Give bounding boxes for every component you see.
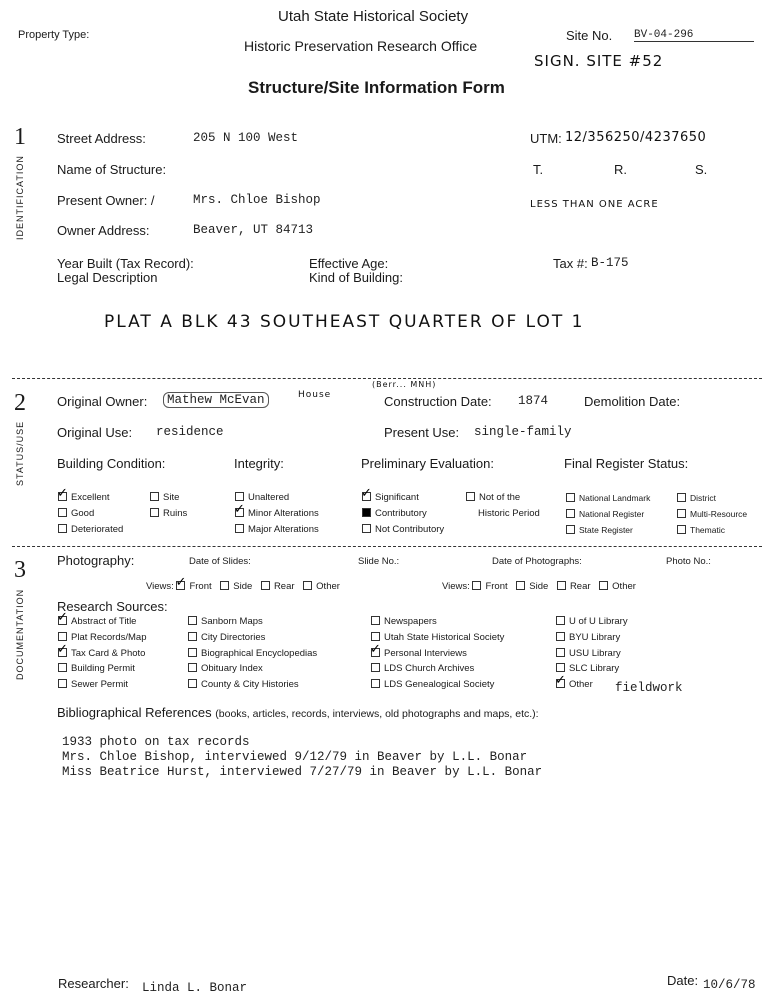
checkbox[interactable]: [188, 679, 197, 688]
checkbox[interactable]: [362, 508, 371, 517]
prelim-not-contributory[interactable]: Not Contributory: [362, 524, 444, 535]
demolition-date-label: Demolition Date:: [584, 394, 681, 409]
section3-label: DOCUMENTATION: [15, 588, 25, 680]
checkbox[interactable]: [556, 663, 565, 672]
research-sources-label: Research Sources:: [57, 599, 168, 614]
views-right: Views: Front Side Rear Other: [442, 581, 636, 592]
checkbox[interactable]: [235, 492, 244, 501]
views-label: Views:: [146, 581, 174, 592]
s-label: S.: [695, 162, 708, 177]
checkbox[interactable]: [188, 616, 197, 625]
checkbox[interactable]: [599, 581, 608, 590]
divider-1: [12, 378, 762, 379]
source-county-histories[interactable]: County & City Histories: [188, 679, 299, 690]
researcher-label: Researcher:: [58, 976, 129, 991]
checkbox[interactable]: [188, 648, 197, 657]
year-built-label: Year Built (Tax Record):: [57, 256, 194, 271]
checkbox[interactable]: [58, 663, 67, 672]
condition-site[interactable]: Site: [150, 492, 179, 503]
checkbox[interactable]: [220, 581, 229, 590]
source-ushs[interactable]: Utah State Historical Society: [371, 632, 504, 643]
checkbox[interactable]: [235, 524, 244, 533]
checkbox[interactable]: [150, 492, 159, 501]
name-label: Name of Structure:: [57, 162, 167, 177]
tax-label: Tax #:: [553, 256, 588, 271]
prelim-header: Preliminary Evaluation:: [361, 456, 494, 471]
checkbox[interactable]: [58, 492, 67, 501]
acreage-note: LESS THAN ONE ACRE: [530, 199, 659, 210]
biblio-line-1: 1933 photo on tax records: [62, 735, 250, 749]
photography-label: Photography:: [57, 553, 135, 568]
slide-no-label: Slide No.:: [358, 556, 400, 567]
checkbox[interactable]: [58, 616, 67, 625]
source-usu[interactable]: USU Library: [556, 648, 621, 659]
date-photos-label: Date of Photographs:: [492, 556, 582, 567]
integrity-minor[interactable]: ✓Minor Alterations: [235, 508, 319, 519]
kind-label: Kind of Building:: [309, 270, 403, 285]
owner-label: Present Owner: /: [57, 193, 155, 208]
final-multi-resource[interactable]: Multi-Resource: [677, 509, 747, 519]
integrity-major[interactable]: Major Alterations: [235, 524, 319, 535]
photo-no-label: Photo No.:: [666, 556, 711, 567]
views-left: Views: ✓ Front Side Rear Other: [146, 581, 340, 592]
final-national-landmark[interactable]: National Landmark: [566, 493, 650, 503]
street-label: Street Address:: [57, 131, 146, 146]
divider-2: [12, 546, 762, 547]
checkbox[interactable]: [677, 509, 686, 518]
checkbox[interactable]: [58, 524, 67, 533]
source-byu[interactable]: BYU Library: [556, 632, 620, 643]
source-bio-encyclopedias[interactable]: Biographical Encyclopedias: [188, 648, 317, 659]
source-uofu[interactable]: U of U Library: [556, 616, 628, 627]
checkbox[interactable]: [677, 525, 686, 534]
checkbox[interactable]: [371, 616, 380, 625]
integrity-header: Integrity:: [234, 456, 284, 471]
form-title: Structure/Site Information Form: [248, 78, 505, 97]
checkbox[interactable]: [261, 581, 270, 590]
researcher-value: Linda L. Bonar: [142, 981, 248, 995]
present-use-value: single-family: [474, 425, 572, 439]
property-type-label: Property Type:: [18, 29, 90, 41]
construction-date-label: Construction Date:: [384, 394, 492, 409]
checkbox[interactable]: [176, 581, 185, 590]
present-use-label: Present Use:: [384, 425, 460, 440]
final-district[interactable]: District: [677, 493, 716, 503]
checkbox[interactable]: [677, 493, 686, 502]
checkbox[interactable]: [556, 616, 565, 625]
prelim-historic-period: Historic Period: [478, 508, 540, 519]
biblio-line-2: Mrs. Chloe Bishop, interviewed 9/12/79 in Beaver by L.L. Bonar: [62, 750, 528, 764]
condition-header: Building Condition:: [57, 456, 166, 471]
checkbox[interactable]: [371, 632, 380, 641]
source-other[interactable]: ✓Other: [556, 679, 593, 690]
views-label: Views:: [442, 581, 470, 592]
source-lds-archives[interactable]: LDS Church Archives: [371, 663, 474, 674]
source-building-permit[interactable]: Building Permit: [58, 663, 135, 674]
checkbox[interactable]: [371, 648, 380, 657]
condition-excellent[interactable]: ✓Excellent: [58, 492, 110, 503]
checkbox[interactable]: [371, 663, 380, 672]
checkbox[interactable]: [556, 679, 565, 688]
original-owner-label: Original Owner:: [57, 394, 148, 409]
checkbox[interactable]: [235, 508, 244, 517]
source-plat[interactable]: Plat Records/Map: [58, 632, 147, 643]
prelim-contributory[interactable]: Contributory: [362, 508, 427, 519]
section3-number: 3: [14, 557, 26, 583]
sign-site-note: SIGN. SITE #52: [534, 52, 664, 70]
checkbox[interactable]: [516, 581, 525, 590]
owner-address-value: Beaver, UT 84713: [193, 223, 314, 237]
original-owner-note: House: [298, 390, 332, 400]
final-state-register[interactable]: State Register: [566, 525, 633, 535]
construction-date-value: 1874: [518, 394, 549, 408]
checkbox[interactable]: [58, 508, 67, 517]
utm-label: UTM:: [530, 131, 562, 146]
checkbox[interactable]: [566, 493, 575, 502]
original-owner-note2: (Berr... MNH): [372, 380, 437, 389]
checkbox[interactable]: [466, 492, 475, 501]
checkbox[interactable]: [188, 632, 197, 641]
checkbox[interactable]: [58, 679, 67, 688]
office-name: Historic Preservation Research Office: [244, 38, 478, 54]
source-sewer-permit[interactable]: Sewer Permit: [58, 679, 128, 690]
source-slc[interactable]: SLC Library: [556, 663, 619, 674]
checkbox[interactable]: [303, 581, 312, 590]
checkbox[interactable]: [566, 525, 575, 534]
site-no-label: Site No.: [566, 28, 613, 43]
effective-age-label: Effective Age:: [309, 256, 389, 271]
biblio-line-3: Miss Beatrice Hurst, interviewed 7/27/79 in Beaver by L.L. Bonar: [62, 765, 543, 779]
section1-label: IDENTIFICATION: [15, 155, 25, 240]
checkbox[interactable]: [150, 508, 159, 517]
prelim-not-historic[interactable]: Not of the: [466, 492, 520, 503]
owner-value: Mrs. Chloe Bishop: [193, 193, 321, 207]
source-sanborn[interactable]: Sanborn Maps: [188, 616, 263, 627]
checkbox[interactable]: [556, 648, 565, 657]
source-obituary[interactable]: Obituary Index: [188, 663, 263, 674]
source-city-directories[interactable]: City Directories: [188, 632, 265, 643]
org-name: Utah State Historical Society: [278, 8, 469, 25]
legal-label: Legal Description: [57, 270, 158, 285]
source-abstract[interactable]: ✓Abstract of Title: [58, 616, 136, 627]
integrity-unaltered[interactable]: Unaltered: [235, 492, 289, 503]
tax-value: B-175: [591, 256, 629, 270]
condition-deteriorated[interactable]: Deteriorated: [58, 524, 123, 535]
prelim-significant[interactable]: ✓Significant: [362, 492, 419, 503]
final-header: Final Register Status:: [564, 456, 689, 471]
source-lds-genealogical[interactable]: LDS Genealogical Society: [371, 679, 494, 690]
original-use-value: residence: [156, 425, 224, 439]
final-thematic[interactable]: Thematic: [677, 525, 725, 535]
condition-good[interactable]: Good: [58, 508, 94, 519]
condition-ruins[interactable]: Ruins: [150, 508, 187, 519]
section2-label: STATUS/USE: [15, 420, 25, 486]
r-label: R.: [614, 162, 627, 177]
checkbox[interactable]: [371, 679, 380, 688]
final-national-register[interactable]: National Register: [566, 509, 644, 519]
biblio-label: [57, 705, 539, 720]
date-value: 10/6/78: [703, 978, 756, 992]
biblio-hint: (books, articles, records, interviews, old photographs and maps, etc.):: [215, 708, 539, 720]
checkbox[interactable]: [362, 524, 371, 533]
t-label: T.: [533, 162, 544, 177]
owner-address-label: Owner Address:: [57, 223, 150, 238]
legal-value: PLAT A BLK 43 SOUTHEAST QUARTER OF LOT 1: [104, 312, 585, 332]
checkbox[interactable]: [556, 632, 565, 641]
biblio-title: Bibliographical References: [57, 705, 212, 720]
source-interviews[interactable]: ✓Personal Interviews: [371, 648, 467, 659]
street-value: 205 N 100 West: [193, 131, 299, 145]
checkbox[interactable]: [566, 509, 575, 518]
source-tax-card[interactable]: ✓Tax Card & Photo: [58, 648, 145, 659]
checkbox[interactable]: [58, 648, 67, 657]
section2-number: 2: [14, 390, 26, 416]
date-label: Date:: [667, 973, 699, 988]
original-use-label: Original Use:: [57, 425, 133, 440]
checkbox[interactable]: [557, 581, 566, 590]
utm-value: 12/356250/4237650: [565, 130, 707, 145]
source-newspapers[interactable]: Newspapers: [371, 616, 437, 627]
original-owner-value: Mathew McEvan: [163, 392, 269, 408]
checkbox[interactable]: [472, 581, 481, 590]
source-other-value: fieldwork: [615, 681, 683, 695]
checkbox[interactable]: [188, 663, 197, 672]
date-slides-label: Date of Slides:: [189, 556, 251, 567]
section1-number: 1: [14, 124, 26, 150]
site-no-value: BV-04-296: [634, 29, 754, 42]
checkbox[interactable]: [58, 632, 67, 641]
checkbox[interactable]: [362, 492, 371, 501]
